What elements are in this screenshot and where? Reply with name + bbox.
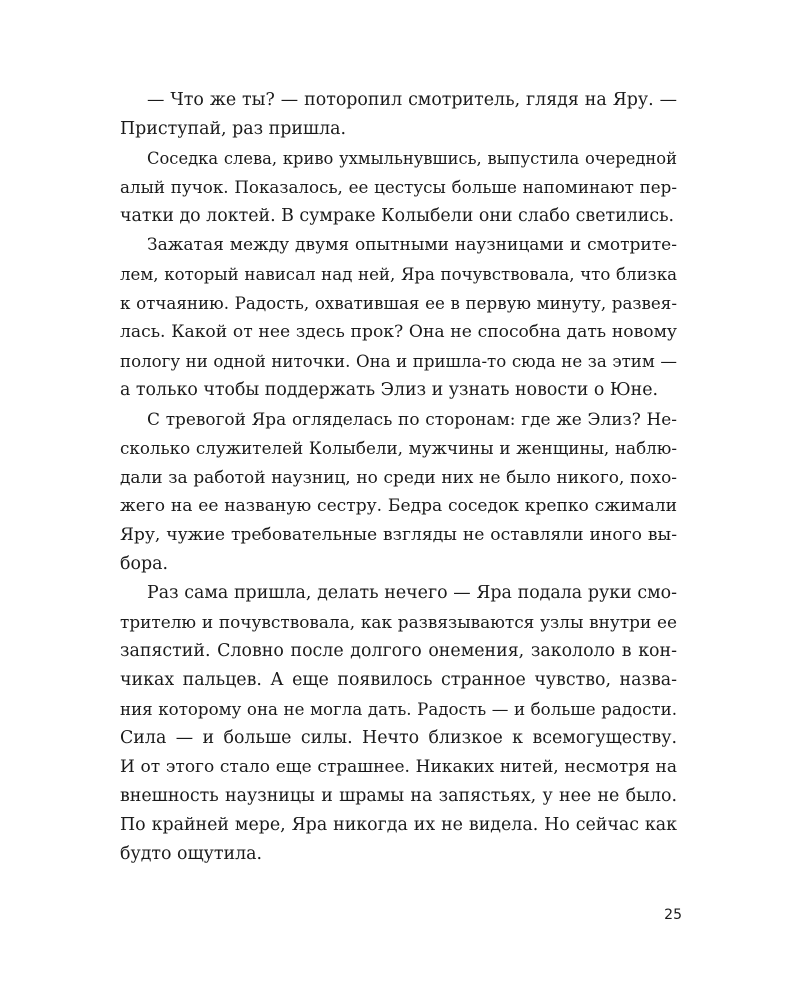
text-line: чатки до локтей. В сумраке Колыбели они слабо светились. — [120, 206, 675, 226]
text-line: к отчаянию. Радость, охватившая ее в первую минуту, развея- — [120, 293, 677, 313]
page-number: 25 — [664, 907, 682, 923]
text-line: трителю и почувствовала, как развязываются узлы внутри ее — [120, 612, 677, 632]
text-line: бора. — [120, 554, 168, 574]
text-line: внешность наузницы и шрамы на запястьях, у нее не было. — [120, 786, 677, 806]
text-line: Приступай, раз пришла. — [120, 119, 347, 139]
text-line: запястий. Словно после долгого онемения, закололо в кон- — [120, 641, 677, 661]
text-line: чиках пальцев. А еще появилось странное чувство, назва- — [120, 670, 677, 690]
text-line: а только чтобы поддержать Элиз и узнать новости о Юне. — [120, 380, 659, 400]
text-line: И от этого стало еще страшнее. Никаких нитей, несмотря на — [120, 757, 677, 777]
text-line: — Что же ты? — поторопил смотритель, глядя на Яру. — — [147, 90, 677, 110]
text-line: жего на ее названую сестру. Бедра соседок крепко сжимали — [120, 496, 677, 516]
text-line: По крайней мере, Яра никогда их не видела. Но сейчас как — [120, 815, 677, 835]
text-line: пологу ни одной ниточки. Она и пришла-то сюда не за этим — — [120, 352, 677, 371]
body-text — [120, 86, 677, 869]
text-line: дали за работой наузниц, но среди них не было никого, похо- — [120, 467, 677, 487]
text-line: Соседка слева, криво ухмыльнувшись, выпустила очередной — [147, 149, 677, 168]
text-line: алый пучок. Показалось, ее цестусы больше напоминают пер- — [120, 177, 677, 197]
text-line: будто ощутила. — [120, 844, 263, 864]
text-line: Зажатая между двумя опытными наузницами и смотрите- — [147, 235, 677, 255]
text-line: Яру, чужие требовательные взгляды не оставляли иного вы- — [120, 525, 677, 545]
text-line: Сила — и больше силы. Нечто близкое к всемогуществу. — [120, 728, 677, 748]
text-line: лась. Какой от нее здесь прок? Она не способна дать новому — [120, 322, 677, 342]
text-line: Раз сама пришла, делать нечего — Яра подала руки смо- — [147, 583, 677, 603]
text-line: лем, который нависал над ней, Яра почувствовала, что близка — [120, 265, 677, 284]
text-line: С тревогой Яра огляделась по сторонам: где же Элиз? Не- — [147, 409, 677, 429]
text-line: ния которому она не могла дать. Радость — и больше радости. — [120, 700, 677, 719]
text-line: сколько служителей Колыбели, мужчины и женщины, наблю- — [120, 438, 677, 458]
